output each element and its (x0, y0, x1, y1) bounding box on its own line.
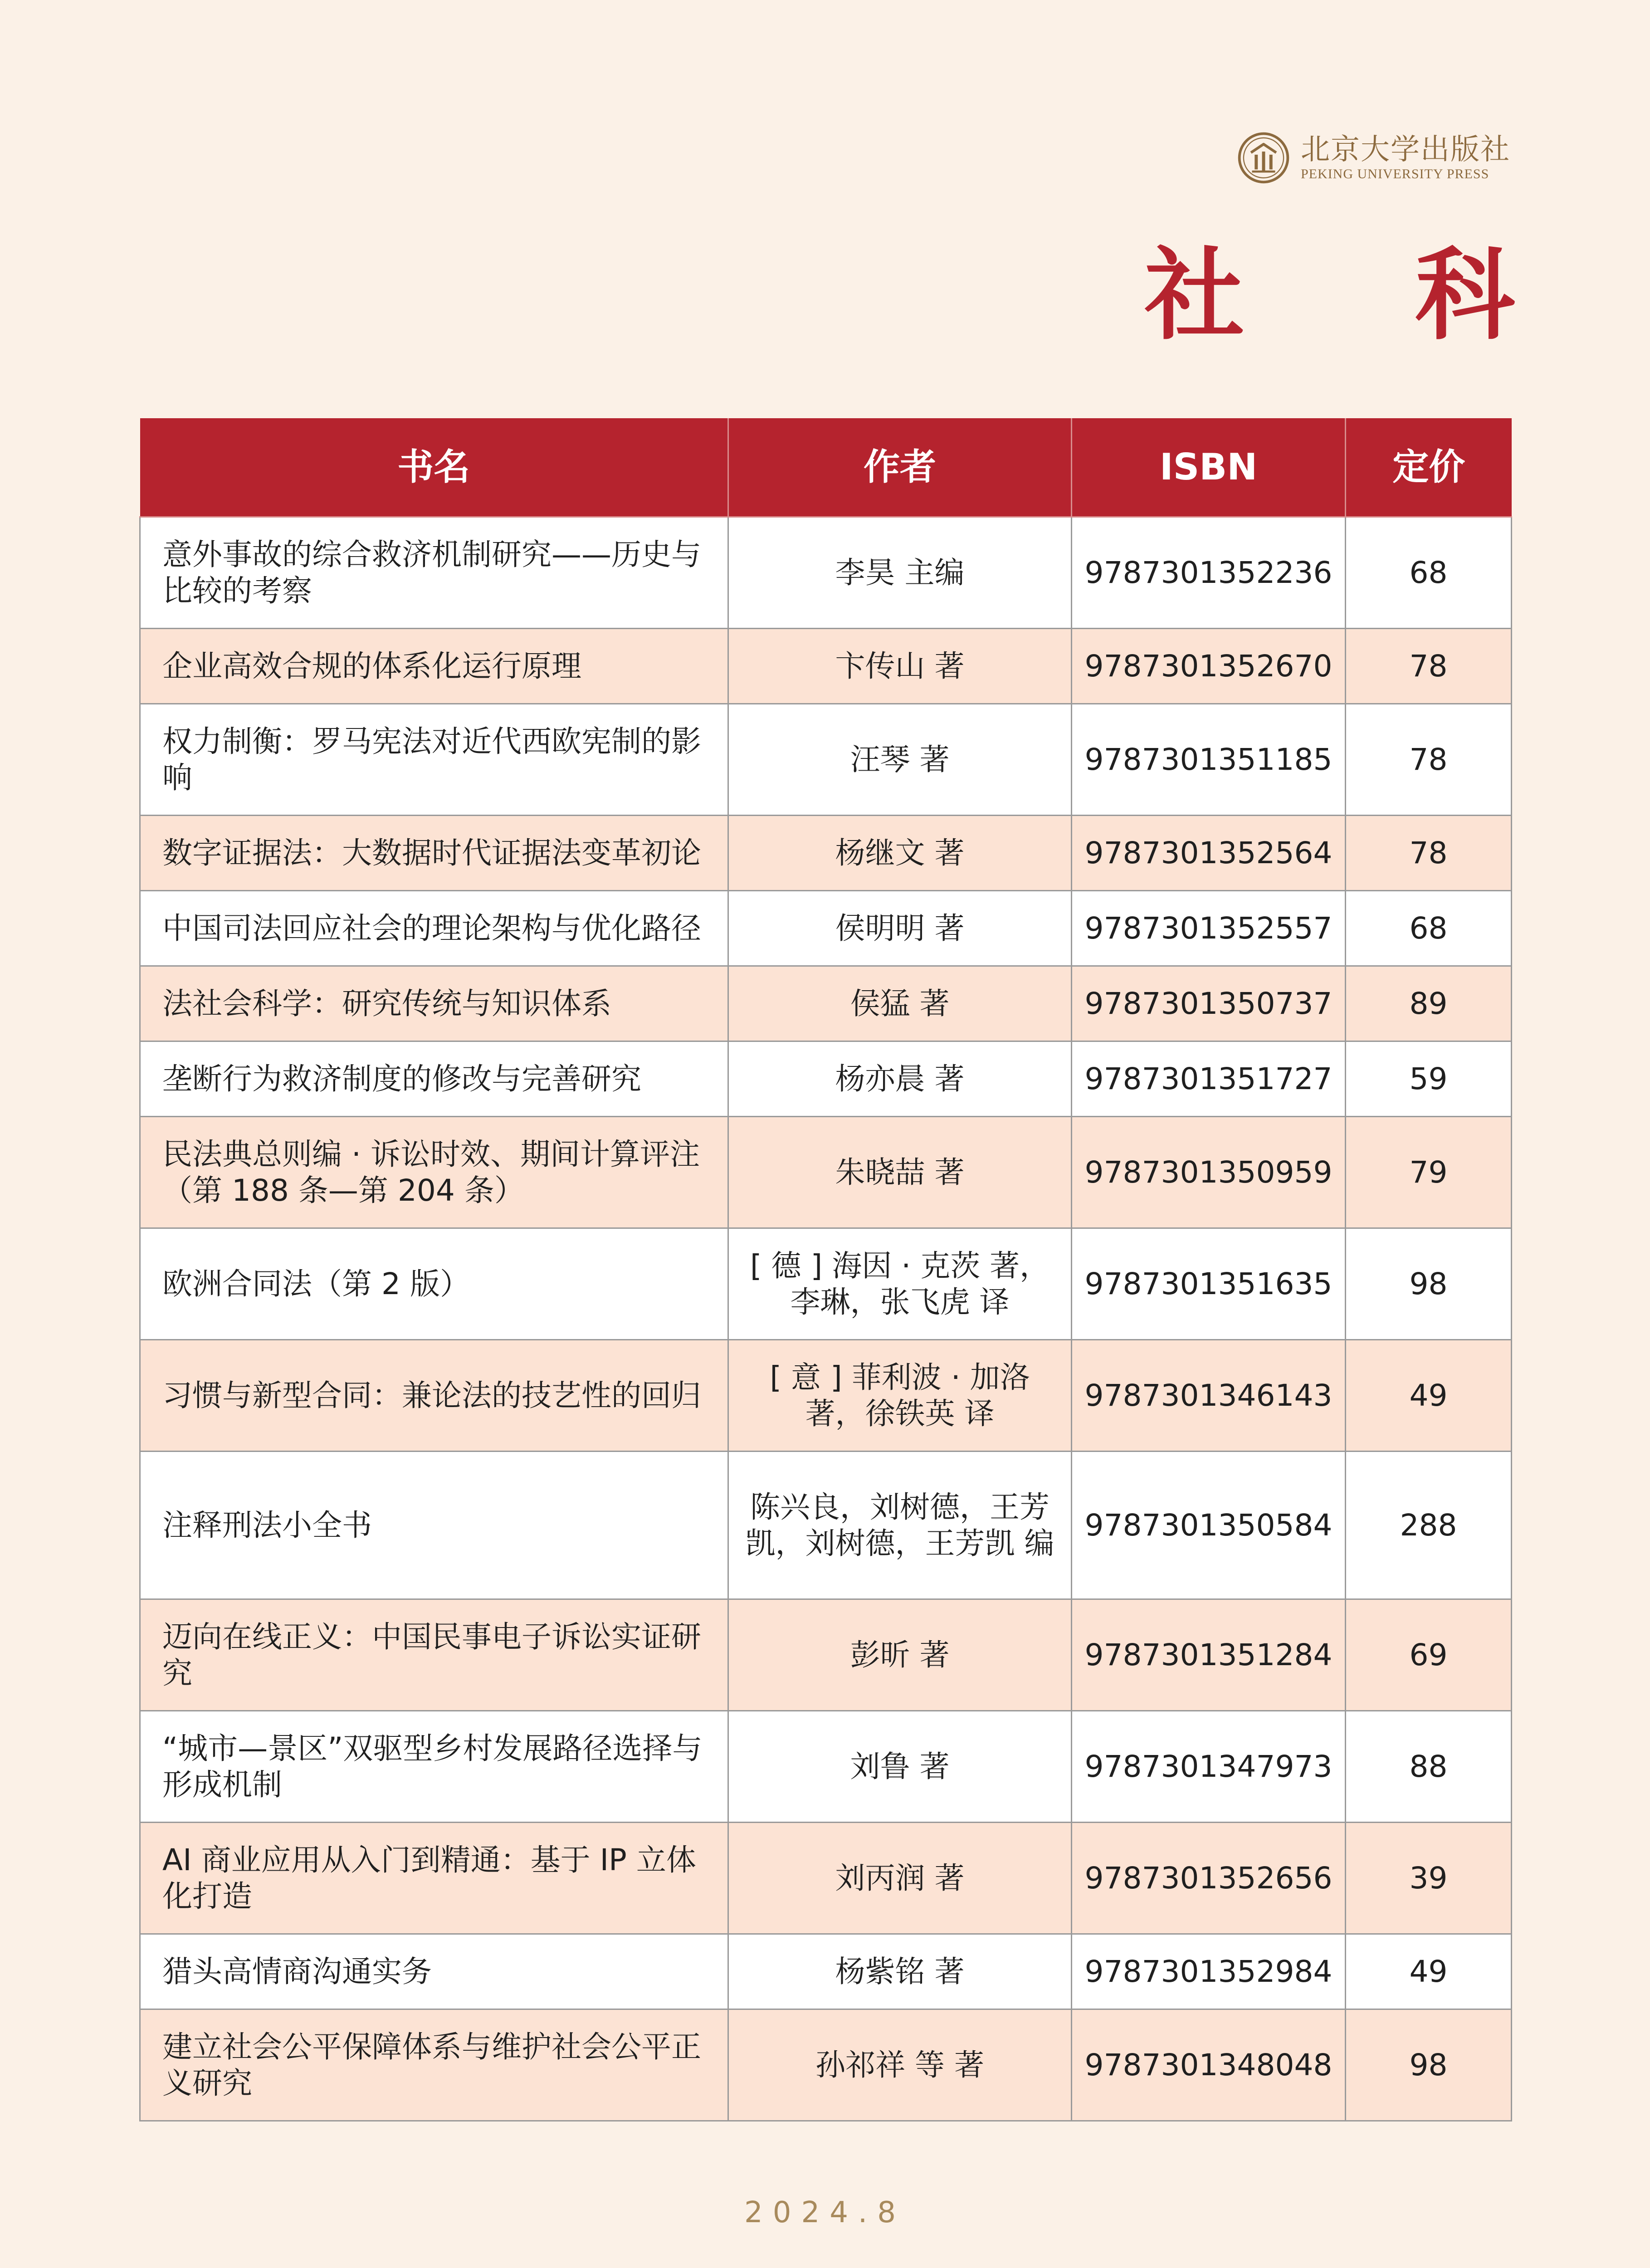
book-price: 49 (1346, 1934, 1512, 2009)
table-row (140, 1041, 1512, 1117)
book-author: 朱晓喆 著 (728, 1117, 1072, 1228)
book-isbn: 9787301346143 (1072, 1340, 1346, 1452)
book-title: “城市—景区”双驱型乡村发展路径选择与形成机制 (140, 1711, 728, 1823)
book-price: 288 (1346, 1452, 1512, 1599)
book-isbn: 9787301351185 (1072, 704, 1346, 816)
book-title: 欧洲合同法（第 2 版） (140, 1228, 728, 1340)
book-author: 侯猛 著 (728, 966, 1072, 1041)
book-isbn: 9787301350959 (1072, 1117, 1346, 1228)
book-title: 民法典总则编 · 诉讼时效、期间计算评注（第 188 条—第 204 条） (140, 1117, 728, 1228)
publisher-logo (1237, 126, 1510, 190)
table-row (140, 704, 1512, 816)
book-title: 法社会科学：研究传统与知识体系 (140, 966, 728, 1041)
table-row (140, 1228, 1512, 1340)
book-list-table (139, 418, 1512, 2121)
book-price: 79 (1346, 1117, 1512, 1228)
book-price: 68 (1346, 891, 1512, 966)
book-author: 刘鲁 著 (728, 1711, 1072, 1823)
table-row (140, 1823, 1512, 1934)
book-author: 孙祁祥 等 著 (728, 2009, 1072, 2121)
book-title: AI 商业应用从入门到精通：基于 IP 立体化打造 (140, 1823, 728, 1934)
book-isbn: 9787301351635 (1072, 1228, 1346, 1340)
book-isbn: 9787301348048 (1072, 2009, 1346, 2121)
book-author: 杨亦晨 著 (728, 1041, 1072, 1117)
book-price: 78 (1346, 704, 1512, 816)
book-price: 59 (1346, 1041, 1512, 1117)
book-author: 刘丙润 著 (728, 1823, 1072, 1934)
book-isbn: 9787301351284 (1072, 1599, 1346, 1711)
book-isbn: 9787301352564 (1072, 816, 1346, 891)
book-title: 权力制衡：罗马宪法对近代西欧宪制的影响 (140, 704, 728, 816)
header-price: 定价 (1346, 418, 1512, 517)
book-author: 侯明明 著 (728, 891, 1072, 966)
table-row (140, 966, 1512, 1041)
header-title: 书名 (140, 418, 728, 517)
book-title: 垄断行为救济制度的修改与完善研究 (140, 1041, 728, 1117)
table-row (140, 1599, 1512, 1711)
publisher-name (1301, 133, 1510, 182)
book-price: 98 (1346, 1228, 1512, 1340)
book-isbn: 9787301352236 (1072, 517, 1346, 629)
table-row (140, 1934, 1512, 2009)
book-isbn: 9787301352557 (1072, 891, 1346, 966)
table-row (140, 1452, 1512, 1599)
book-price: 78 (1346, 816, 1512, 891)
table-row (140, 891, 1512, 966)
book-isbn: 9787301351727 (1072, 1041, 1346, 1117)
table-row (140, 1711, 1512, 1823)
book-title: 企业高效合规的体系化运行原理 (140, 629, 728, 704)
book-title: 习惯与新型合同：兼论法的技艺性的回归 (140, 1340, 728, 1452)
book-price: 98 (1346, 2009, 1512, 2121)
book-isbn: 9787301350737 (1072, 966, 1346, 1041)
table-row (140, 629, 1512, 704)
book-price: 78 (1346, 629, 1512, 704)
book-title: 猎头高情商沟通实务 (140, 1934, 728, 2009)
table-row (140, 816, 1512, 891)
book-title: 中国司法回应社会的理论架构与优化路径 (140, 891, 728, 966)
book-author: 卞传山 著 (728, 629, 1072, 704)
book-price: 69 (1346, 1599, 1512, 1711)
table-row (140, 1117, 1512, 1228)
book-title: 迈向在线正义：中国民事电子诉讼实证研究 (140, 1599, 728, 1711)
table-row (140, 1340, 1512, 1452)
book-author: 汪琴 著 (728, 704, 1072, 816)
book-isbn: 9787301352670 (1072, 629, 1346, 704)
table-row (140, 517, 1512, 629)
table-row (140, 2009, 1512, 2121)
book-author: 彭昕 著 (728, 1599, 1072, 1711)
book-title: 建立社会公平保障体系与维护社会公平正义研究 (140, 2009, 728, 2121)
book-price: 39 (1346, 1823, 1512, 1934)
book-title: 注释刑法小全书 (140, 1452, 728, 1599)
book-isbn: 9787301350584 (1072, 1452, 1346, 1599)
book-author: 陈兴良，刘树德，王芳凯，刘树德，王芳凯 编 (728, 1452, 1072, 1599)
book-isbn: 9787301352656 (1072, 1823, 1346, 1934)
publisher-name-en: PEKING UNIVERSITY PRESS (1301, 166, 1489, 181)
book-isbn: 9787301347973 (1072, 1711, 1346, 1823)
book-author: 杨紫铭 著 (728, 1934, 1072, 2009)
book-price: 89 (1346, 966, 1512, 1041)
table-header-row (140, 418, 1512, 517)
header-isbn: ISBN (1072, 418, 1346, 517)
book-price: 68 (1346, 517, 1512, 629)
section-title: 社 科 (1144, 236, 1583, 353)
book-title: 数字证据法：大数据时代证据法变革初论 (140, 816, 728, 891)
book-title: 意外事故的综合救济机制研究——历史与比较的考察 (140, 517, 728, 629)
header-author: 作者 (728, 418, 1072, 517)
book-price: 88 (1346, 1711, 1512, 1823)
book-author: 杨继文 著 (728, 816, 1072, 891)
book-author: [ 意 ] 菲利波 · 加洛 著，徐铁英 译 (728, 1340, 1072, 1452)
book-isbn: 9787301352984 (1072, 1934, 1346, 2009)
footer-date: 2024.8 (744, 2196, 906, 2229)
publisher-name-cn: 北京大学出版社 (1301, 133, 1510, 166)
book-price: 49 (1346, 1340, 1512, 1452)
book-author: [ 德 ] 海因 · 克茨 著，李琳，张飞虎 译 (728, 1228, 1072, 1340)
book-author: 李昊 主编 (728, 517, 1072, 629)
pku-emblem-icon (1237, 132, 1290, 184)
